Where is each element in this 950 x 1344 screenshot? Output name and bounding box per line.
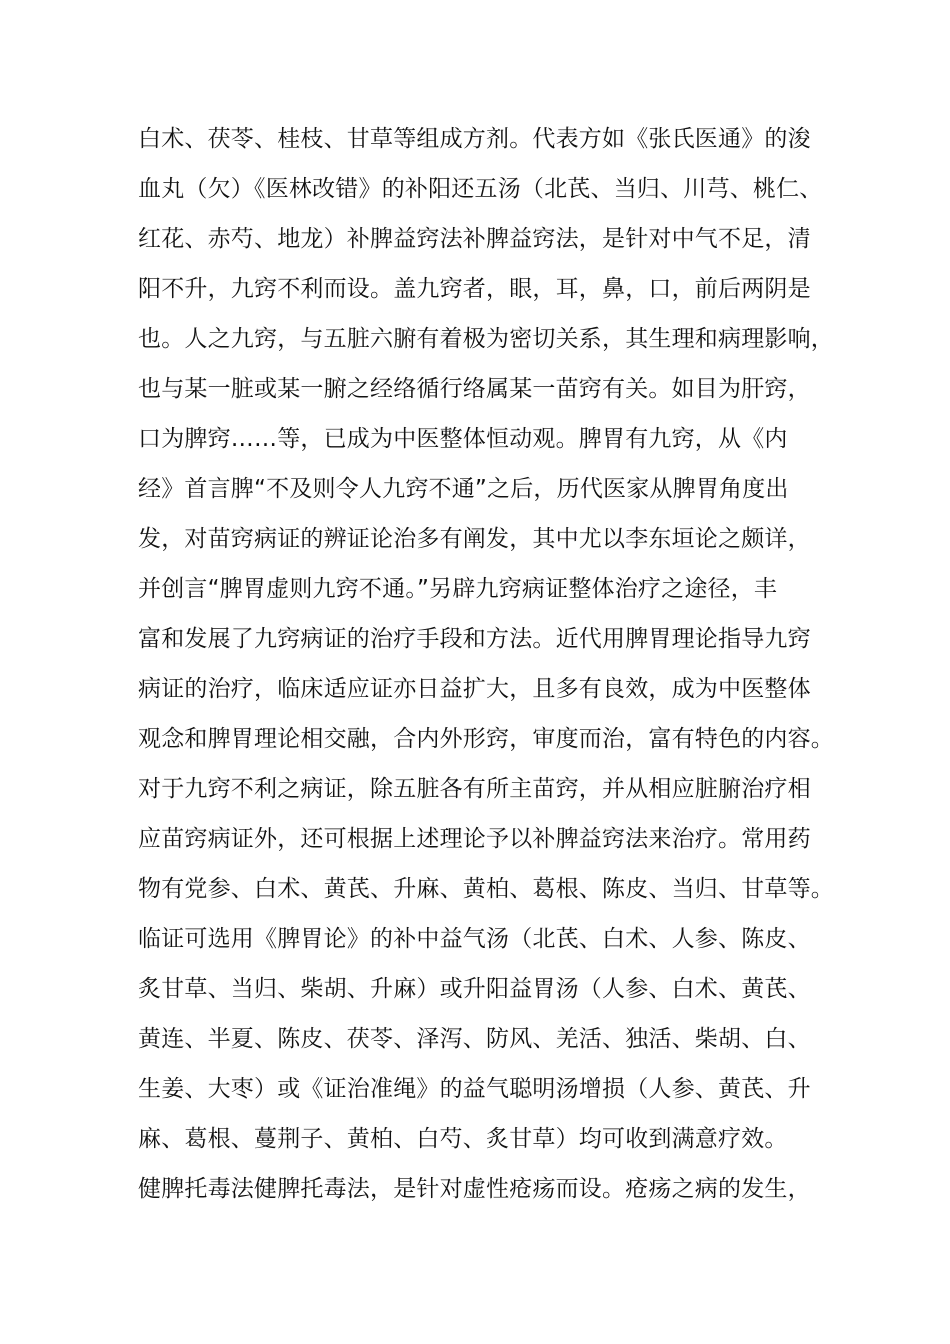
text-line: 发，对苗窍病证的辨证论治多有阐发，其中尤以李东垣论之颇详， — [138, 526, 811, 552]
text-line: 并创言“脾胃虚则九窍不通。”另辟九窍病证整体治疗之途径，丰 — [138, 576, 778, 602]
text-line: 临证可选用《脾胃论》的补中益气汤（北芪、白术、人参、陈皮、 — [138, 926, 811, 952]
text-line: 也。人之九窍，与五脏六腑有着极为密切关系，其生理和病理影响， — [138, 326, 834, 352]
text-line: 白术、茯苓、桂枝、甘草等组成方剂。代表方如《张氏医通》的浚 — [138, 126, 811, 152]
text-line: 黄连、半夏、陈皮、茯苓、泽泻、防风、羌活、独活、柴胡、白、 — [138, 1026, 811, 1052]
body-text — [138, 114, 834, 1214]
text-line: 生姜、大枣）或《证治准绳》的益气聪明汤增损（人参、黄芪、升 — [138, 1076, 811, 1102]
text-line: 阳不升，九窍不利而设。盖九窍者，眼，耳，鼻，口，前后两阴是 — [138, 276, 811, 302]
text-line: 应苗窍病证外，还可根据上述理论予以补脾益窍法来治疗。常用药 — [138, 826, 811, 852]
text-line: 对于九窍不利之病证，除五脏各有所主苗窍，并从相应脏腑治疗相 — [138, 776, 811, 802]
text-line: 麻、葛根、蔓荆子、黄柏、白芍、炙甘草）均可收到满意疗效。 — [138, 1126, 788, 1152]
text-line: 观念和脾胃理论相交融，合内外形窍，审度而治，富有特色的内容。 — [138, 726, 834, 752]
text-line: 健脾托毒法健脾托毒法，是针对虚性疮疡而设。疮疡之病的发生， — [138, 1176, 811, 1202]
text-line: 富和发展了九窍病证的治疗手段和方法。近代用脾胃理论指导九窍 — [138, 626, 811, 652]
text-line: 病证的治疗，临床适应证亦日益扩大，且多有良效，成为中医整体 — [138, 676, 811, 702]
text-line: 口为脾窍……等，已成为中医整体恒动观。脾胃有九窍，从《内 — [138, 426, 788, 452]
text-line: 也与某一脏或某一腑之经络循行络属某一苗窍有关。如目为肝窍， — [138, 376, 811, 402]
text-line: 物有党参、白术、黄芪、升麻、黄柏、葛根、陈皮、当归、甘草等。 — [138, 876, 834, 902]
text-line: 红花、赤芍、地龙）补脾益窍法补脾益窍法，是针对中气不足，清 — [138, 226, 811, 252]
text-line: 血丸（欠）《医林改错》的补阳还五汤（北芪、当归、川芎、桃仁、 — [138, 176, 823, 202]
text-line: 经》首言脾“不及则令人九窍不通”之后，历代医家从脾胃角度出 — [138, 476, 789, 502]
text-line: 炙甘草、当归、柴胡、升麻）或升阳益胃汤（人参、白术、黄芪、 — [138, 976, 811, 1002]
